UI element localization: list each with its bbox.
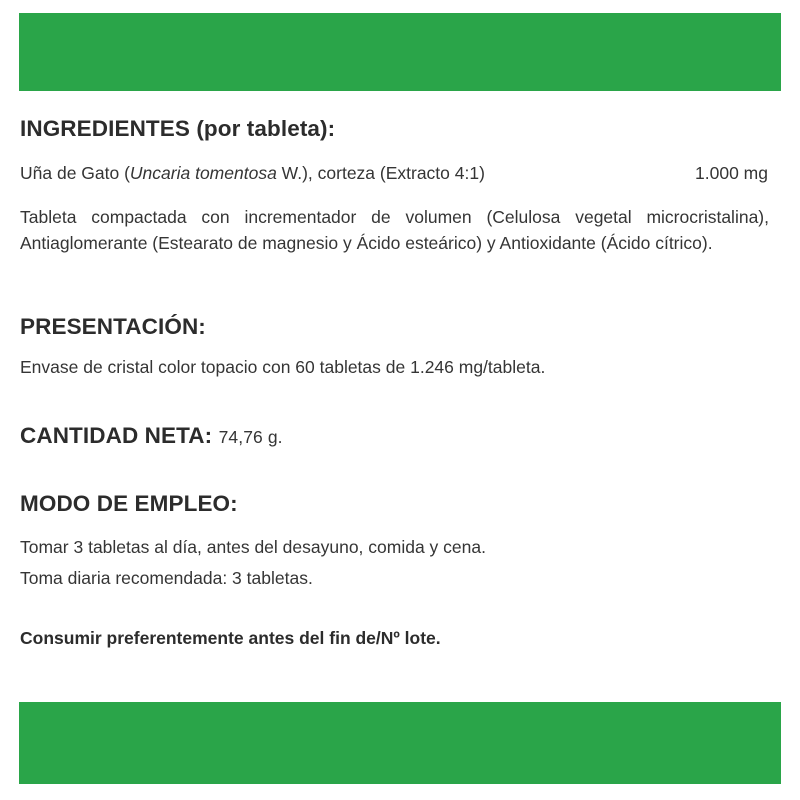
- ingredient-name: [20, 160, 485, 186]
- usage-line-1: Tomar 3 tabletas al día, antes del desayuno, comida y cena.: [20, 537, 486, 557]
- usage-heading: MODO DE EMPLEO:: [20, 491, 238, 516]
- best-before-note: Consumir preferentemente antes del fin de/Nº lote.: [20, 628, 441, 648]
- presentation-heading: PRESENTACIÓN:: [20, 314, 206, 339]
- net-quantity-value: 74,76 g.: [218, 427, 283, 447]
- ingredient-latin-name: Uncaria tomentosa: [129, 163, 277, 183]
- bottom-green-band: [19, 702, 781, 784]
- usage-line-2: Toma diaria recomendada: 3 tabletas.: [20, 568, 313, 588]
- ingredient-name-suffix: W.), corteza (Extracto 4:1): [276, 163, 485, 183]
- ingredient-name-prefix: Uña de Gato (: [20, 163, 130, 183]
- excipients-text: Tableta compactada con incrementador de volumen (Celulosa vegetal microcristalina), Antiaglomerante (Estearato de magnesio y Ácido esteárico) y Antioxidante (Ácido cítrico).: [20, 207, 769, 253]
- presentation-text: Envase de cristal color topacio con 60 tabletas de 1.246 mg/tableta.: [20, 357, 546, 377]
- top-green-band: [19, 13, 781, 91]
- ingredients-heading: INGREDIENTES (por tableta):: [20, 116, 336, 141]
- net-quantity-heading: CANTIDAD NETA:: [20, 423, 213, 448]
- ingredient-amount: 1.000 mg: [695, 163, 768, 183]
- net-quantity-line: [20, 423, 283, 449]
